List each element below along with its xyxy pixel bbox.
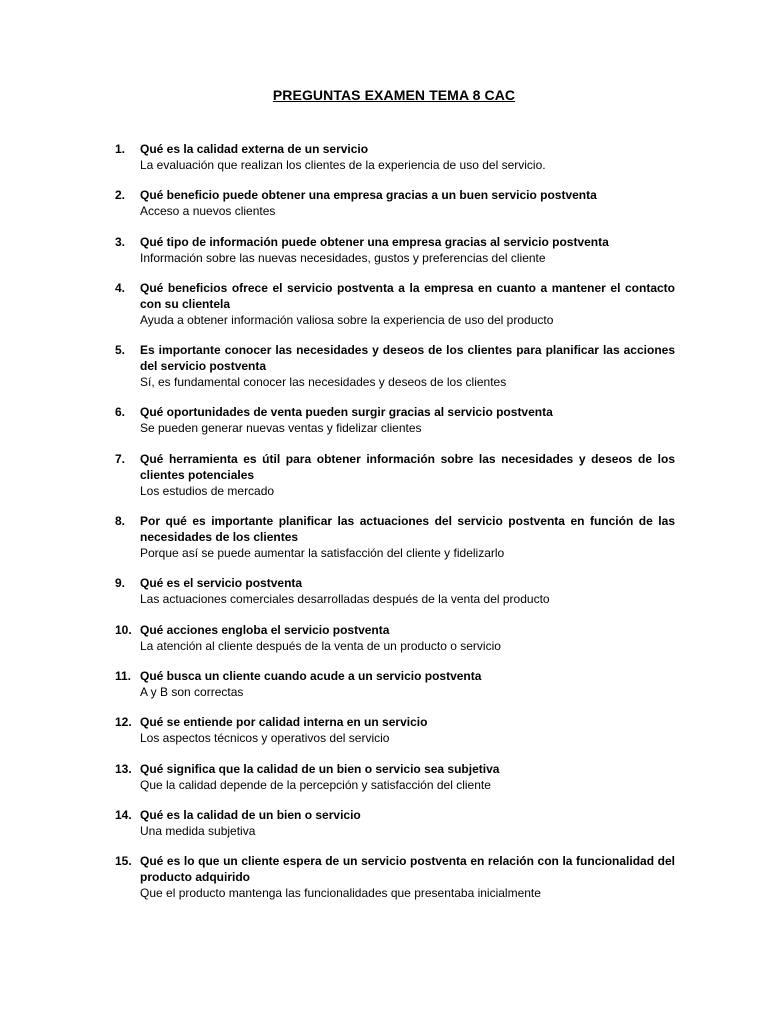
question-item [115,451,675,499]
question-number: 10. [115,622,132,637]
answer-text: Información sobre las nuevas necesidades, gustos y preferencias del cliente [140,250,546,265]
question-item [115,234,675,266]
question-number: 13. [115,761,132,776]
question-number: 9. [115,576,126,591]
question-number: 7. [115,451,126,466]
question-item [115,622,675,654]
question-item [115,141,675,173]
answer-text: Sí, es fundamental conocer las necesidades y deseos de los clientes [140,375,507,390]
question-text: Qué es la calidad de un bien o servicio [140,807,361,822]
question-item [115,513,675,561]
answer-text: Que la calidad depende de la percepción y satisfacción del cliente [140,777,491,792]
answer-text: La evaluación que realizan los clientes de la experiencia de uso del servicio. [140,158,546,172]
question-text: Qué es el servicio postventa [140,576,303,591]
answer-text: A y B son correctas [140,684,244,699]
question-item [115,807,675,839]
question-number: 1. [115,142,126,156]
answer-text: Los estudios de mercado [140,483,275,498]
question-number: 15. [115,854,132,869]
question-item [115,761,675,793]
question-text: Es importante conocer las necesidades y deseos de los clientes para planificar las acciones del servicio postventa [140,343,675,374]
question-text: Qué oportunidades de venta pueden surgir gracias al servicio postventa [140,405,553,420]
answer-text: Acceso a nuevos clientes [140,204,276,219]
question-text: Qué busca un cliente cuando acude a un servicio postventa [140,668,482,683]
answer-text: Se pueden generar nuevas ventas y fidelizar clientes [140,421,422,436]
question-item [115,714,675,746]
question-item [115,668,675,700]
question-number: 11. [115,668,132,683]
question-number: 3. [115,234,126,249]
question-text: Qué significa que la calidad de un bien o servicio sea subjetiva [140,761,500,776]
question-text: Por qué es importante planificar las actuaciones del servicio postventa en función de las necesidades de los clientes [140,514,675,545]
answer-text: Una medida subjetiva [140,823,256,838]
question-text: Qué es lo que un cliente espera de un servicio postventa en relación con la funcionalidad del producto adquirido [140,854,675,885]
question-item [115,342,675,390]
question-number: 2. [115,188,126,203]
question-text: Qué herramienta es útil para obtener información sobre las necesidades y deseos de los clientes potenciales [140,451,675,482]
answer-text: Las actuaciones comerciales desarrolladas después de la venta del producto [140,592,550,607]
question-number: 4. [115,280,126,295]
document-title: PREGUNTAS EXAMEN TEMA 8 CAC [272,87,516,103]
question-text: Qué acciones engloba el servicio postventa [140,622,390,637]
answer-text: Porque así se puede aumentar la satisfacción del cliente y fidelizarlo [140,546,505,561]
answer-text: Que el producto mantenga las funcionalidades que presentaba inicialmente [140,886,541,901]
answer-text: Ayuda a obtener información valiosa sobre la experiencia de uso del producto [140,312,554,327]
question-text: Qué es la calidad externa de un servicio [140,142,369,156]
question-item [115,404,675,436]
question-text: Qué beneficios ofrece el servicio postventa a la empresa en cuanto a mantener el contacto con su clientela [140,280,675,311]
question-text: Qué beneficio puede obtener una empresa gracias a un buen servicio postventa [140,188,597,203]
question-number: 5. [115,343,126,358]
question-text: Qué tipo de información puede obtener una empresa gracias al servicio postventa [140,234,609,249]
question-number: 12. [115,715,132,730]
question-number: 8. [115,514,126,529]
question-item [115,187,675,219]
answer-text: Los aspectos técnicos y operativos del servicio [140,731,390,746]
question-number: 6. [115,405,126,420]
question-item [115,575,675,607]
answer-text: La atención al cliente después de la venta de un producto o servicio [140,638,501,653]
question-text: Qué se entiende por calidad interna en un servicio [140,715,428,730]
question-number: 14. [115,807,132,822]
question-list [115,141,675,915]
question-item [115,853,675,901]
question-item [115,280,675,328]
